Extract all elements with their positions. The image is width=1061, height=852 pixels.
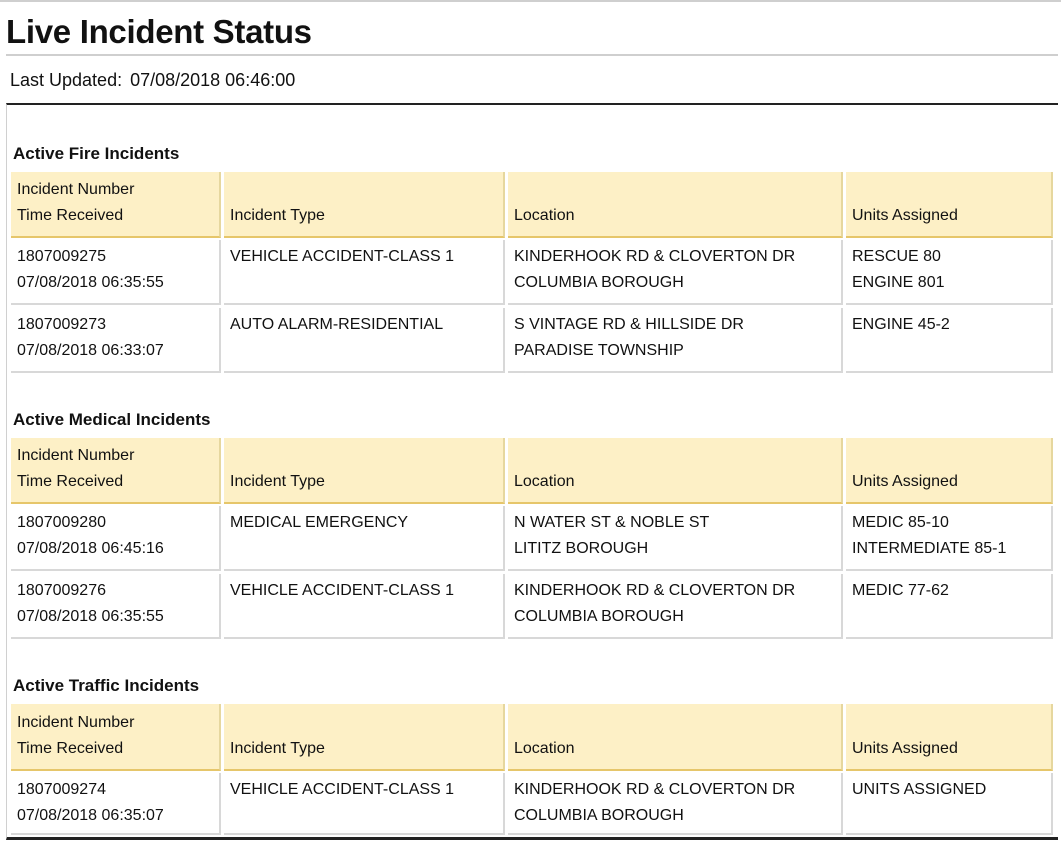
- medical-section-title: Active Medical Incidents: [13, 410, 211, 429]
- unit-assigned: MEDIC 85-10: [852, 514, 949, 531]
- time-received: 07/08/2018 06:35:07: [17, 806, 164, 824]
- table-row-cell-type: [224, 506, 505, 571]
- last-updated-label: Last Updated:: [10, 70, 123, 90]
- table-row-cell-location: [508, 308, 843, 373]
- medical-header-incident-number: [11, 438, 221, 504]
- header-incident-type-label: Incident Type: [230, 472, 325, 490]
- fire-section-title: Active Fire Incidents: [13, 144, 180, 163]
- page-title: Live Incident Status: [6, 13, 312, 50]
- location-street: KINDERHOOK RD & CLOVERTON DR: [514, 582, 796, 599]
- table-row-cell-units: [846, 240, 1053, 305]
- header-location-label: Location: [514, 472, 575, 490]
- table-row-cell-units: [846, 773, 1053, 835]
- time-received: 07/08/2018 06:33:07: [17, 341, 164, 359]
- header-units-assigned-label: Units Assigned: [852, 739, 958, 757]
- header-incident-type-label: Incident Type: [230, 206, 325, 224]
- header-units-assigned-label: Units Assigned: [852, 206, 958, 224]
- location-street: KINDERHOOK RD & CLOVERTON DR: [514, 781, 796, 798]
- table-row-cell-location: [508, 773, 843, 835]
- time-received: 07/08/2018 06:35:55: [17, 607, 164, 625]
- top-divider: [0, 0, 1061, 2]
- unit-assigned: MEDIC 77-62: [852, 582, 949, 599]
- header-incident-number-label: Incident Number: [17, 714, 135, 731]
- header-incident-number-label: Incident Number: [17, 447, 135, 464]
- location-street: KINDERHOOK RD & CLOVERTON DR: [514, 248, 796, 265]
- header-time-received-label: Time Received: [17, 472, 124, 490]
- location-municipality: COLUMBIA BOROUGH: [514, 273, 684, 291]
- location-municipality: COLUMBIA BOROUGH: [514, 607, 684, 625]
- header-units-assigned-label: Units Assigned: [852, 472, 958, 490]
- fire-header-units-assigned: [846, 172, 1053, 238]
- time-received: 07/08/2018 06:45:16: [17, 539, 164, 557]
- header-time-received-label: Time Received: [17, 206, 124, 224]
- incident-type: VEHICLE ACCIDENT-CLASS 1: [230, 781, 455, 798]
- table-row-cell-location: [508, 574, 843, 639]
- title-divider: [6, 54, 1058, 56]
- incident-number: 1807009274: [17, 781, 106, 798]
- fire-header-incident-type: [224, 172, 505, 238]
- fire-header-location: [508, 172, 843, 238]
- header-time-received-label: Time Received: [17, 739, 124, 757]
- table-row-cell-location: [508, 240, 843, 305]
- table-row-cell-type: [224, 773, 505, 835]
- time-received: 07/08/2018 06:35:55: [17, 273, 164, 291]
- header-incident-number-label: Incident Number: [17, 181, 135, 198]
- table-row-cell-type: [224, 240, 505, 305]
- traffic-section-title: Active Traffic Incidents: [13, 676, 200, 695]
- incident-number: 1807009275: [17, 248, 106, 265]
- traffic-header-incident-number: [11, 704, 221, 771]
- header-incident-type-label: Incident Type: [230, 739, 325, 757]
- incident-type: VEHICLE ACCIDENT-CLASS 1: [230, 248, 455, 265]
- last-updated: [10, 69, 295, 91]
- header-location-label: Location: [514, 739, 575, 757]
- location-street: N WATER ST & NOBLE ST: [514, 514, 710, 531]
- location-municipality: LITITZ BOROUGH: [514, 539, 649, 557]
- table-row-cell-number: [11, 240, 221, 305]
- table-row-cell-type: [224, 308, 505, 373]
- incident-tables-container: [6, 103, 1058, 840]
- unit-assigned: ENGINE 801: [852, 273, 945, 291]
- unit-assigned: RESCUE 80: [852, 248, 941, 265]
- header-location-label: Location: [514, 206, 575, 224]
- incident-number: 1807009280: [17, 514, 106, 531]
- medical-header-incident-type: [224, 438, 505, 504]
- table-row-cell-units: [846, 574, 1053, 639]
- unit-assigned: ENGINE 45-2: [852, 316, 950, 333]
- incident-type: MEDICAL EMERGENCY: [230, 514, 409, 531]
- table-row-cell-units: [846, 506, 1053, 571]
- traffic-header-units-assigned: [846, 704, 1053, 771]
- table-row-cell-number: [11, 506, 221, 571]
- incident-number: 1807009273: [17, 316, 106, 333]
- table-row-cell-number: [11, 773, 221, 835]
- location-street: S VINTAGE RD & HILLSIDE DR: [514, 316, 744, 333]
- traffic-header-incident-type: [224, 704, 505, 771]
- unit-assigned: INTERMEDIATE 85-1: [852, 539, 1007, 557]
- last-updated-value: 07/08/2018 06:46:00: [130, 70, 296, 90]
- medical-header-location: [508, 438, 843, 504]
- traffic-header-location: [508, 704, 843, 771]
- fire-header-incident-number: [11, 172, 221, 238]
- table-row-cell-number: [11, 308, 221, 373]
- table-row-cell-location: [508, 506, 843, 571]
- incident-type: AUTO ALARM-RESIDENTIAL: [230, 316, 444, 333]
- incident-type: VEHICLE ACCIDENT-CLASS 1: [230, 582, 455, 599]
- table-row-cell-number: [11, 574, 221, 639]
- table-row-cell-units: [846, 308, 1053, 373]
- incident-number: 1807009276: [17, 582, 106, 599]
- location-municipality: PARADISE TOWNSHIP: [514, 341, 684, 359]
- medical-header-units-assigned: [846, 438, 1053, 504]
- table-row-cell-type: [224, 574, 505, 639]
- unit-assigned: UNITS ASSIGNED: [852, 781, 987, 798]
- location-municipality: COLUMBIA BOROUGH: [514, 806, 684, 824]
